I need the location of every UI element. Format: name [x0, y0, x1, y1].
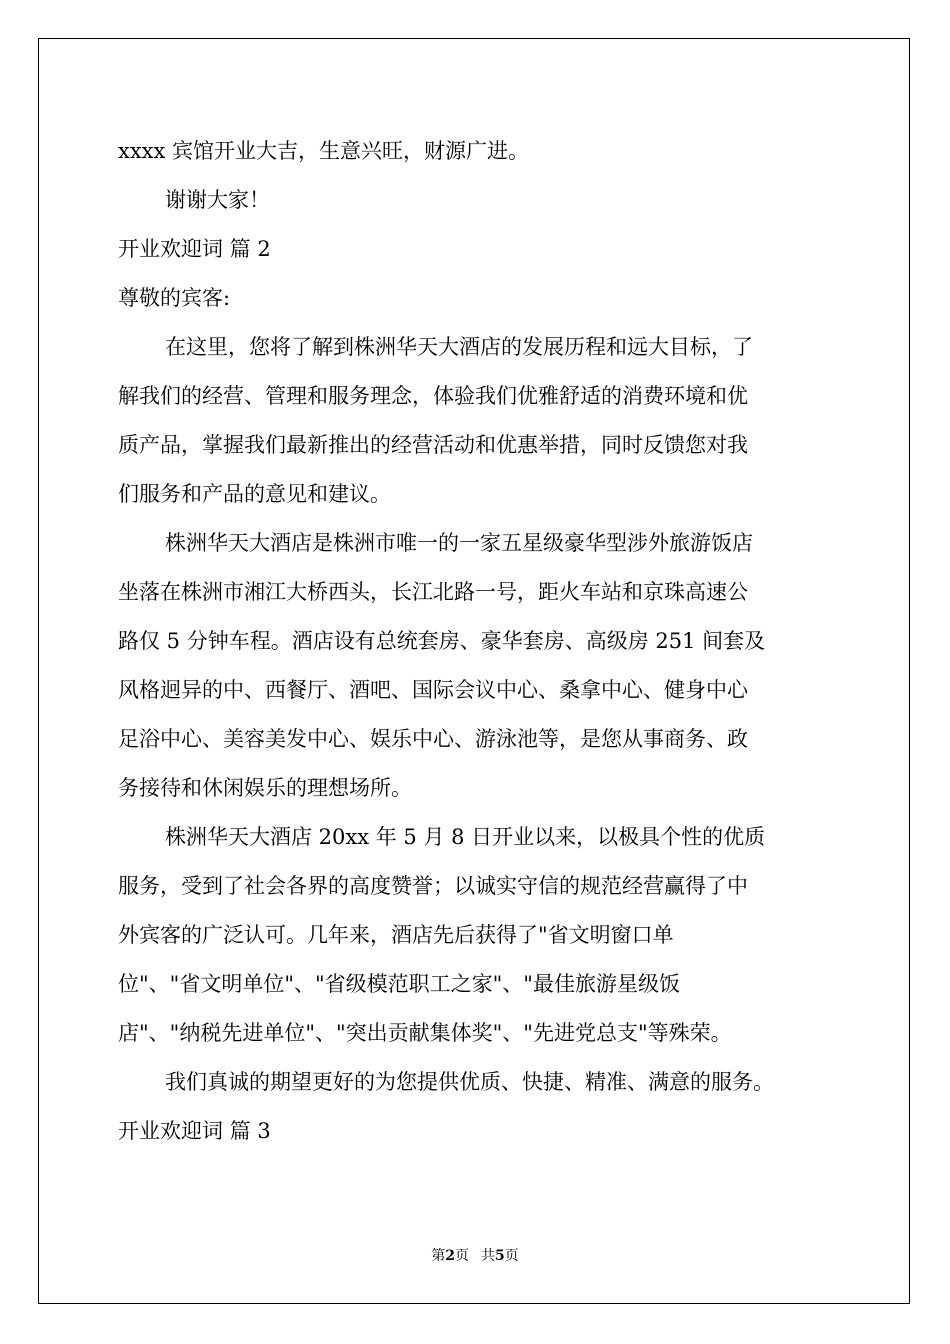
paragraph-line: 务接待和休闲娱乐的理想场所。 — [118, 776, 412, 800]
paragraph-line: 服务，受到了社会各界的高度赞誉；以诚实守信的规范经营赢得了中 — [118, 874, 748, 898]
paragraph-line: 我们真诚的期望更好的为您提供优质、快捷、精准、满意的服务。 — [165, 1070, 774, 1094]
paragraph-line: 们服务和产品的意见和建议。 — [118, 482, 391, 506]
paragraph-line: xxxx 宾馆开业大吉，生意兴旺，财源广进。 — [118, 139, 530, 163]
paragraph-line: 外宾客的广泛认可。几年来，酒店先后获得了"省文明窗口单 — [118, 923, 674, 947]
paragraph-line: 坐落在株洲市湘江大桥西头，长江北路一号，距火车站和京珠高速公 — [118, 580, 748, 604]
paragraph-line: 店"、"纳税先进单位"、"突出贡献集体奖"、"先进党总支"等殊荣。 — [118, 1021, 732, 1045]
page-current: 2 — [445, 1248, 455, 1264]
paragraph-line: 足浴中心、美容美发中心、娱乐中心、游泳池等，是您从事商务、政 — [118, 727, 748, 751]
paragraph-line: 解我们的经营、管理和服务理念，体验我们优雅舒适的消费环境和优 — [118, 384, 748, 408]
page-footer — [0, 1247, 950, 1265]
section-heading: 开业欢迎词 篇 3 — [118, 1119, 271, 1143]
paragraph-line: 路仅 5 分钟车程。酒店设有总统套房、豪华套房、高级房 251 间套及 — [118, 629, 766, 653]
paragraph-line: 质产品，掌握我们最新推出的经营活动和优惠举措，同时反馈您对我 — [118, 433, 748, 457]
paragraph-line: 谢谢大家！ — [165, 188, 270, 212]
total-unit: 页 — [504, 1248, 519, 1264]
paragraph-line: 株洲华天大酒店是株洲市唯一的一家五星级豪华型涉外旅游饭店 — [165, 531, 753, 555]
document-body — [118, 127, 838, 1156]
section-heading: 开业欢迎词 篇 2 — [118, 237, 271, 261]
page-total: 5 — [495, 1248, 505, 1264]
paragraph-line: 位"、"省文明单位"、"省级模范职工之家"、"最佳旅游星级饭 — [118, 972, 680, 996]
salutation: 尊敬的宾客: — [118, 286, 231, 310]
page-prefix: 第 — [431, 1248, 446, 1264]
page-unit: 页 — [455, 1248, 469, 1264]
paragraph-line: 株洲华天大酒店 20xx 年 5 月 8 日开业以来，以极具个性的优质 — [165, 825, 766, 849]
paragraph-line: 在这里，您将了解到株洲华天大酒店的发展历程和远大目标，了 — [165, 335, 753, 359]
total-prefix: 共 — [481, 1248, 495, 1264]
paragraph-line: 风格迥异的中、西餐厅、酒吧、国际会议中心、桑拿中心、健身中心 — [118, 678, 748, 702]
